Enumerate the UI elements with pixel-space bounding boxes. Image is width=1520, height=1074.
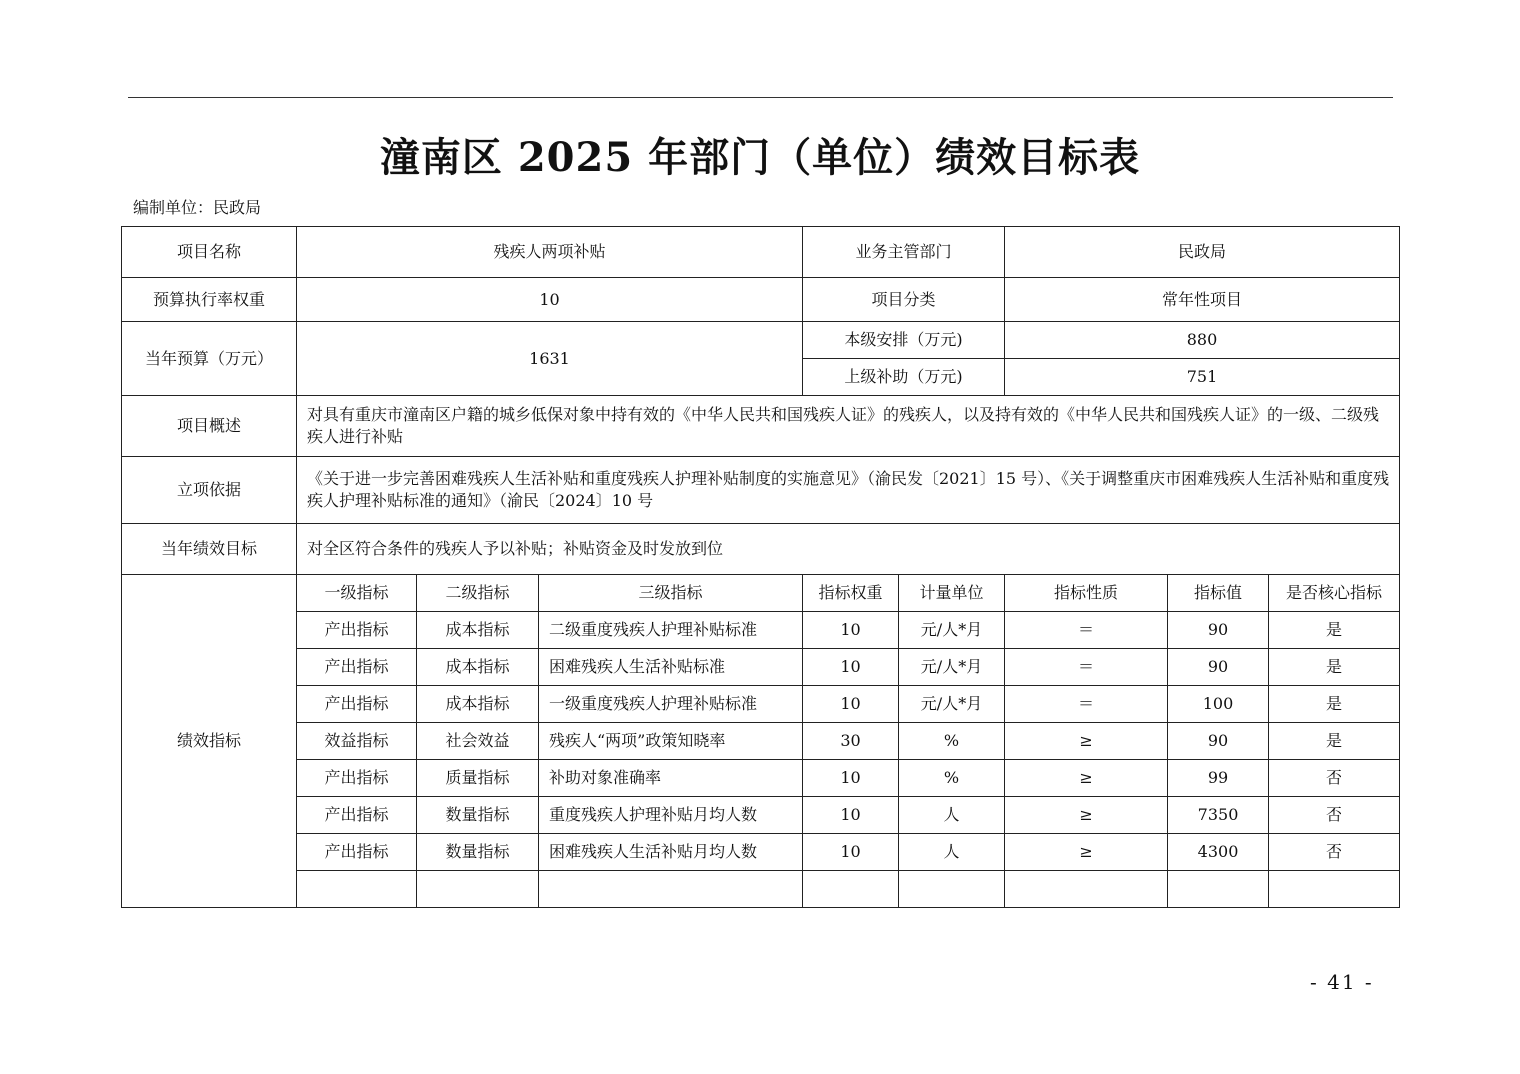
indicator-row	[122, 834, 1400, 871]
value-overview: 对具有重庆市潼南区户籍的城乡低保对象中持有效的《中华人民共和国残疾人证》的残疾人，以及持有效的《中华人民共和国残疾人证》的一级、二级残疾人进行补贴	[297, 396, 1400, 457]
row-budget-local	[122, 322, 1400, 359]
indicator-row	[122, 797, 1400, 834]
indicator-weight-cell: 10	[803, 760, 899, 797]
indicator-header-cell: 计量单位	[899, 575, 1005, 612]
indicator-level3-cell: 一级重度残疾人护理补贴标准	[539, 686, 803, 723]
indicator-level3-cell: 二级重度残疾人护理补贴标准	[539, 612, 803, 649]
indicator-unit-cell: 元/人*月	[899, 612, 1005, 649]
indicator-level2-cell: 成本指标	[417, 649, 539, 686]
indicator-unit-cell: 人	[899, 797, 1005, 834]
indicator-core-cell: 是	[1269, 686, 1400, 723]
indicator-core-cell: 否	[1269, 834, 1400, 871]
label-weight: 预算执行率权重	[122, 278, 297, 322]
indicator-level2-cell: 成本指标	[417, 686, 539, 723]
empty-cell	[899, 871, 1005, 908]
empty-cell	[1168, 871, 1269, 908]
indicator-level1-cell: 产出指标	[297, 797, 417, 834]
value-dept: 民政局	[1005, 227, 1400, 278]
indicator-level1-cell: 效益指标	[297, 723, 417, 760]
indicator-header-cell: 指标值	[1168, 575, 1269, 612]
value-project-name: 残疾人两项补贴	[297, 227, 803, 278]
indicator-value-cell: 90	[1168, 612, 1269, 649]
label-indicators: 绩效指标	[122, 575, 297, 908]
indicator-level3-cell: 重度残疾人护理补贴月均人数	[539, 797, 803, 834]
indicator-weight-cell: 30	[803, 723, 899, 760]
row-project-name	[122, 227, 1400, 278]
indicator-level1-cell: 产出指标	[297, 760, 417, 797]
indicator-level3-cell: 困难残疾人生活补贴月均人数	[539, 834, 803, 871]
indicator-header-cell: 一级指标	[297, 575, 417, 612]
empty-cell	[1269, 871, 1400, 908]
header-rule	[128, 97, 1393, 98]
indicator-row	[122, 686, 1400, 723]
indicator-core-cell: 是	[1269, 723, 1400, 760]
indicator-header-cell: 二级指标	[417, 575, 539, 612]
indicator-core-cell: 否	[1269, 797, 1400, 834]
value-upper: 751	[1005, 359, 1400, 396]
indicator-nature-cell: ＝	[1005, 686, 1168, 723]
indicator-level1-cell: 产出指标	[297, 612, 417, 649]
indicator-core-cell: 是	[1269, 649, 1400, 686]
indicator-value-cell: 7350	[1168, 797, 1269, 834]
value-weight: 10	[297, 278, 803, 322]
indicator-value-cell: 90	[1168, 649, 1269, 686]
indicator-nature-cell: ＝	[1005, 612, 1168, 649]
indicator-core-cell: 是	[1269, 612, 1400, 649]
indicator-level2-cell: 质量指标	[417, 760, 539, 797]
label-category: 项目分类	[803, 278, 1005, 322]
row-overview	[122, 396, 1400, 457]
value-budget: 1631	[297, 322, 803, 396]
indicator-unit-cell: 元/人*月	[899, 649, 1005, 686]
indicator-nature-cell: ≥	[1005, 797, 1168, 834]
label-basis: 立项依据	[122, 457, 297, 524]
indicator-row	[122, 723, 1400, 760]
value-goal: 对全区符合条件的残疾人予以补贴；补贴资金及时发放到位	[297, 524, 1400, 575]
indicator-weight-cell: 10	[803, 834, 899, 871]
label-local: 本级安排（万元)	[803, 322, 1005, 359]
label-goal: 当年绩效目标	[122, 524, 297, 575]
indicator-value-cell: 4300	[1168, 834, 1269, 871]
indicator-level2-cell: 社会效益	[417, 723, 539, 760]
empty-cell	[803, 871, 899, 908]
page-title: 潼南区 2025 年部门（单位）绩效目标表	[379, 134, 1141, 181]
indicator-weight-cell: 10	[803, 649, 899, 686]
indicator-unit-cell: %	[899, 723, 1005, 760]
indicator-value-cell: 90	[1168, 723, 1269, 760]
indicator-level2-cell: 数量指标	[417, 834, 539, 871]
value-basis: 《关于进一步完善困难残疾人生活补贴和重度残疾人护理补贴制度的实施意见》（渝民发〔2021〕15 号）、《关于调整重庆市困难残疾人生活补贴和重度残疾人护理补贴标准的通知》（渝民〔2024〕10 号	[297, 457, 1400, 524]
row-basis	[122, 457, 1400, 524]
indicator-unit-cell: %	[899, 760, 1005, 797]
indicator-row	[122, 760, 1400, 797]
indicator-core-cell: 否	[1269, 760, 1400, 797]
label-project-name: 项目名称	[122, 227, 297, 278]
indicator-weight-cell: 10	[803, 686, 899, 723]
indicator-header-cell: 三级指标	[539, 575, 803, 612]
compiling-unit: 编制单位：民政局	[133, 198, 262, 217]
empty-cell	[297, 871, 417, 908]
indicator-row	[122, 612, 1400, 649]
indicator-level1-cell: 产出指标	[297, 834, 417, 871]
indicator-header-cell: 是否核心指标	[1269, 575, 1400, 612]
indicator-header-cell: 指标权重	[803, 575, 899, 612]
empty-cell	[417, 871, 539, 908]
indicator-header-row	[122, 575, 1400, 612]
indicator-level2-cell: 数量指标	[417, 797, 539, 834]
label-budget: 当年预算（万元）	[122, 322, 297, 396]
indicator-row	[122, 649, 1400, 686]
page-number: - 41 -	[1310, 970, 1374, 994]
indicator-level3-cell: 残疾人“两项”政策知晓率	[539, 723, 803, 760]
empty-cell	[1005, 871, 1168, 908]
indicator-nature-cell: ≥	[1005, 834, 1168, 871]
indicator-value-cell: 99	[1168, 760, 1269, 797]
indicator-level1-cell: 产出指标	[297, 649, 417, 686]
row-budget-weight	[122, 278, 1400, 322]
value-category: 常年性项目	[1005, 278, 1400, 322]
empty-cell	[539, 871, 803, 908]
indicator-header-cell: 指标性质	[1005, 575, 1168, 612]
indicator-unit-cell: 元/人*月	[899, 686, 1005, 723]
indicator-weight-cell: 10	[803, 612, 899, 649]
indicator-level1-cell: 产出指标	[297, 686, 417, 723]
indicator-level2-cell: 成本指标	[417, 612, 539, 649]
indicator-empty-row	[122, 871, 1400, 908]
label-overview: 项目概述	[122, 396, 297, 457]
performance-table	[121, 226, 1400, 908]
value-local: 880	[1005, 322, 1400, 359]
row-goal	[122, 524, 1400, 575]
indicator-unit-cell: 人	[899, 834, 1005, 871]
indicator-nature-cell: ≥	[1005, 723, 1168, 760]
indicator-level3-cell: 补助对象准确率	[539, 760, 803, 797]
indicator-nature-cell: ≥	[1005, 760, 1168, 797]
indicator-level3-cell: 困难残疾人生活补贴标准	[539, 649, 803, 686]
indicator-value-cell: 100	[1168, 686, 1269, 723]
indicator-nature-cell: ＝	[1005, 649, 1168, 686]
indicator-weight-cell: 10	[803, 797, 899, 834]
label-dept: 业务主管部门	[803, 227, 1005, 278]
label-upper: 上级补助（万元)	[803, 359, 1005, 396]
